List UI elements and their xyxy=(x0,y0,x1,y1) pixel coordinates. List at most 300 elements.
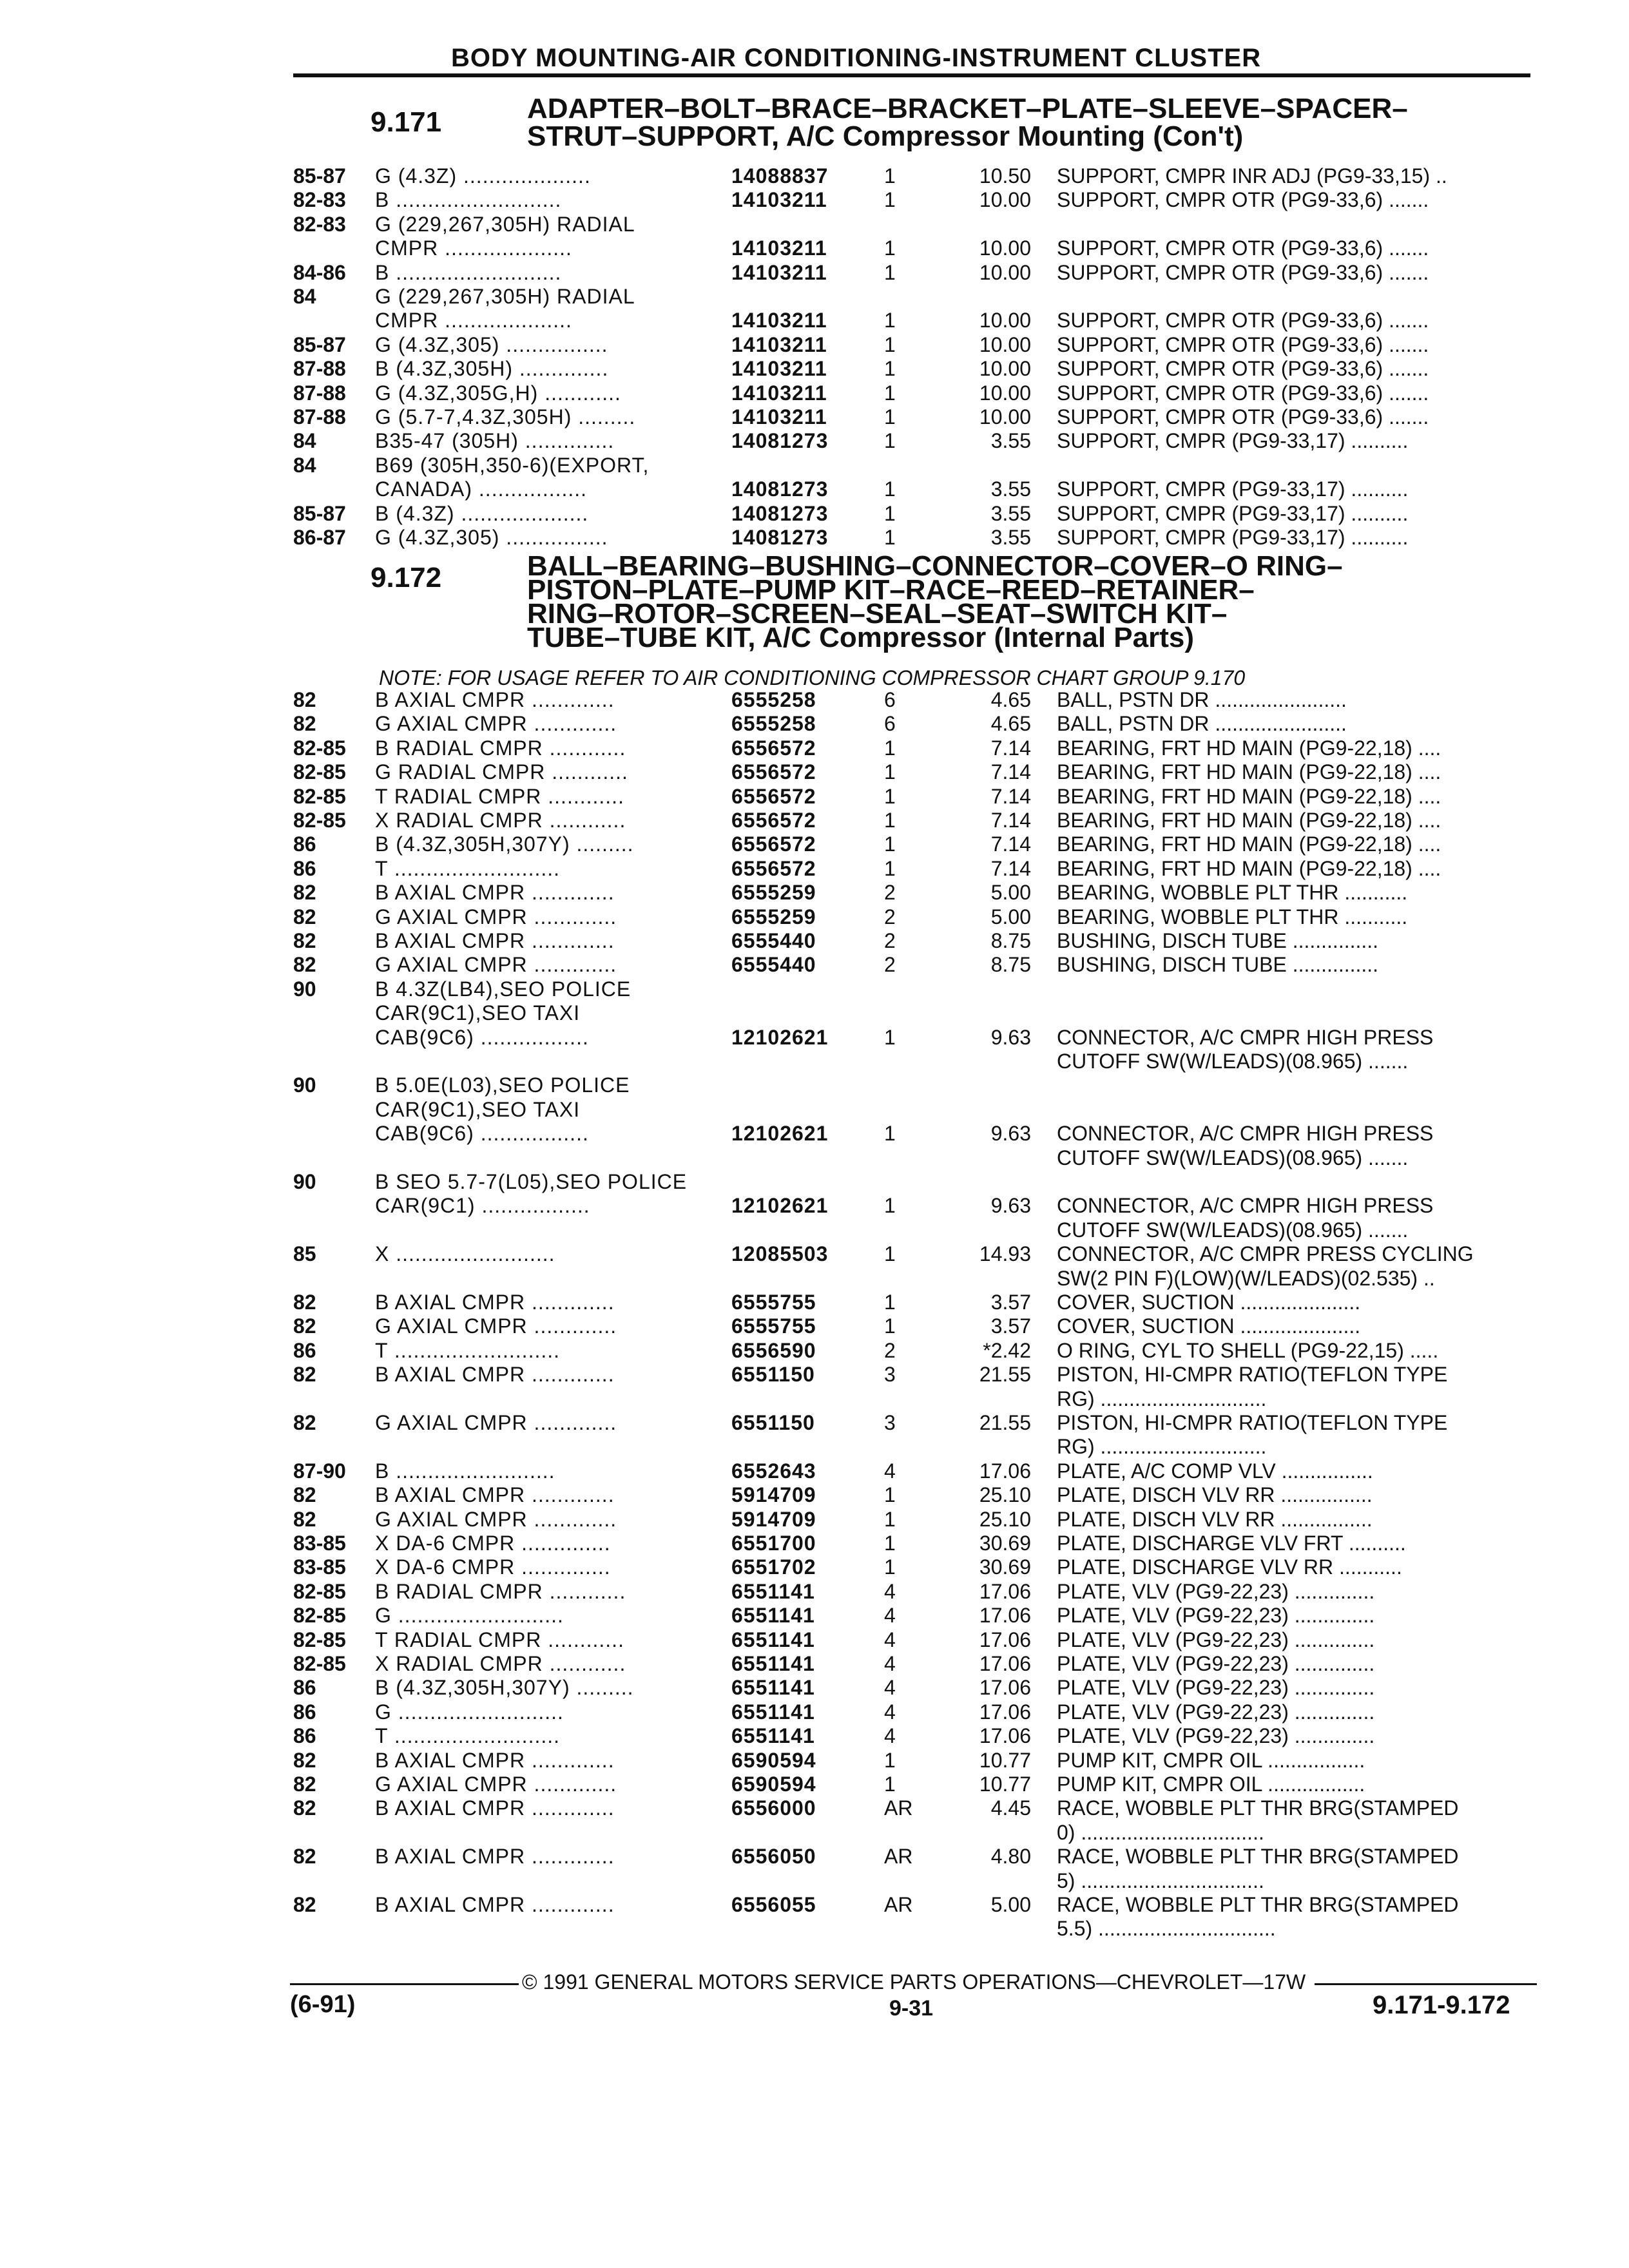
price: 4.65 xyxy=(990,712,1031,736)
part-number: 14103211 xyxy=(731,188,827,212)
table-row xyxy=(0,1122,1629,1146)
model-year: 82 xyxy=(293,712,316,736)
model-year: 82 xyxy=(293,953,316,977)
table-row xyxy=(0,1411,1629,1435)
part-number: 12102621 xyxy=(731,1025,829,1049)
part-number: 6555440 xyxy=(731,953,816,977)
part-number: 6555258 xyxy=(731,688,816,711)
model-year: 86 xyxy=(293,1700,316,1724)
quantity: 6 xyxy=(884,688,896,711)
price: 10.00 xyxy=(979,381,1031,405)
part-name: PLATE, VLV (PG9-22,23) .............. xyxy=(1057,1579,1375,1603)
quantity: 1 xyxy=(884,1748,896,1772)
price: 3.55 xyxy=(990,501,1031,525)
usage-description: X RADIAL CMPR ............ xyxy=(375,809,626,832)
model-year: 82 xyxy=(293,1411,316,1434)
model-year: 82 xyxy=(293,1845,316,1869)
price: 9.63 xyxy=(990,1025,1031,1049)
quantity: 1 xyxy=(884,832,896,856)
part-name: PLATE, VLV (PG9-22,23) .............. xyxy=(1057,1628,1375,1651)
part-number: 6556572 xyxy=(731,832,816,856)
price: 7.14 xyxy=(990,784,1031,808)
price: 7.14 xyxy=(990,736,1031,760)
part-name: CUTOFF SW(W/LEADS)(08.965) ....... xyxy=(1057,1218,1409,1242)
part-name: SUPPORT, CMPR (PG9-33,17) .......... xyxy=(1057,501,1409,525)
table-row xyxy=(0,357,1629,381)
part-number: 6556000 xyxy=(731,1796,816,1820)
usage-description: G (4.3Z,305) ................ xyxy=(375,332,608,356)
usage-description: B AXIAL CMPR ............. xyxy=(375,929,615,952)
table-row xyxy=(0,688,1629,712)
price: 4.80 xyxy=(990,1845,1031,1869)
part-number: 6555755 xyxy=(731,1291,816,1314)
quantity: AR xyxy=(884,1893,913,1916)
table-row xyxy=(0,1652,1629,1676)
table-row xyxy=(0,1628,1629,1652)
usage-description: B ......................... xyxy=(375,1459,555,1483)
price: 17.06 xyxy=(979,1652,1031,1675)
part-name: PLATE, DISCHARGE VLV FRT .......... xyxy=(1057,1532,1406,1555)
usage-description: B35-47 (305H) .............. xyxy=(375,429,615,453)
usage-description: G (229,267,305H) RADIAL xyxy=(375,285,635,308)
model-year: 82-83 xyxy=(293,212,346,236)
model-year: 84 xyxy=(293,285,316,308)
quantity: 1 xyxy=(884,784,896,808)
model-year: 82 xyxy=(293,688,316,711)
part-name: CONNECTOR, A/C CMPR HIGH PRESS xyxy=(1057,1025,1434,1049)
price: 21.55 xyxy=(979,1363,1031,1387)
page-header-title: BODY MOUNTING-AIR CONDITIONING-INSTRUMENT CLUSTER xyxy=(451,44,1262,72)
table-row xyxy=(0,285,1629,309)
usage-description: B AXIAL CMPR ............. xyxy=(375,1291,615,1314)
part-number: 6551141 xyxy=(731,1724,815,1748)
price: 9.63 xyxy=(990,1122,1031,1146)
table-row xyxy=(0,1724,1629,1748)
table-row xyxy=(0,1363,1629,1387)
part-name: PUMP KIT, CMPR OIL ................. xyxy=(1057,1773,1365,1796)
usage-description: T .......................... xyxy=(375,1338,561,1362)
model-year: 82-85 xyxy=(293,736,346,760)
usage-description: T .......................... xyxy=(375,1724,561,1748)
model-year: 82-85 xyxy=(293,809,346,832)
section-title-line: PISTON–PLATE–PUMP KIT–RACE–REED–RETAINER– xyxy=(527,574,1255,606)
part-number: 6590594 xyxy=(731,1748,816,1772)
quantity: 1 xyxy=(884,309,896,332)
price: 17.06 xyxy=(979,1604,1031,1628)
part-name: BUSHING, DISCH TUBE ............... xyxy=(1057,953,1379,977)
model-year: 82 xyxy=(293,1363,316,1387)
usage-description: G AXIAL CMPR ............. xyxy=(375,953,617,977)
part-number: 6551700 xyxy=(731,1532,816,1555)
price: 21.55 xyxy=(979,1411,1031,1434)
price: 10.77 xyxy=(979,1773,1031,1796)
footer-page-number: 9-31 xyxy=(889,1996,934,2021)
part-name: PISTON, HI-CMPR RATIO(TEFLON TYPE xyxy=(1057,1411,1448,1434)
footer-rule xyxy=(290,1983,519,1985)
model-year: 82-85 xyxy=(293,1652,346,1675)
model-year: 85-87 xyxy=(293,501,346,525)
quantity: AR xyxy=(884,1796,913,1820)
quantity: 1 xyxy=(884,736,896,760)
model-year: 87-88 xyxy=(293,381,346,405)
model-year: 82 xyxy=(293,1314,316,1338)
table-row xyxy=(0,1845,1629,1869)
price: 9.63 xyxy=(990,1194,1031,1218)
quantity: 1 xyxy=(884,1507,896,1531)
table-row xyxy=(0,1314,1629,1338)
model-year: 82 xyxy=(293,1507,316,1531)
price: 8.75 xyxy=(990,953,1031,977)
part-name: PLATE, DISCH VLV RR ................ xyxy=(1057,1483,1373,1507)
model-year: 82 xyxy=(293,905,316,928)
part-number: 6590594 xyxy=(731,1773,816,1796)
quantity: 1 xyxy=(884,260,896,284)
part-number: 5914709 xyxy=(731,1483,816,1507)
table-row xyxy=(0,1869,1629,1893)
part-name: PLATE, VLV (PG9-22,23) .............. xyxy=(1057,1700,1375,1724)
table-row xyxy=(0,1821,1629,1845)
table-row xyxy=(0,1580,1629,1604)
quantity: 1 xyxy=(884,1555,896,1579)
quantity: 1 xyxy=(884,1025,896,1049)
table-row xyxy=(0,881,1629,905)
usage-description: B 5.0E(L03),SEO POLICE xyxy=(375,1073,630,1097)
part-number: 6551702 xyxy=(731,1555,816,1579)
part-number: 5914709 xyxy=(731,1507,816,1531)
price: 7.14 xyxy=(990,832,1031,856)
usage-description: B .......................... xyxy=(375,260,562,284)
price: 7.14 xyxy=(990,856,1031,880)
usage-description: B AXIAL CMPR ............. xyxy=(375,1483,615,1507)
part-name: BALL, PSTN DR ....................... xyxy=(1057,688,1347,711)
quantity: 2 xyxy=(884,953,896,977)
part-number: 6556572 xyxy=(731,784,816,808)
part-name: CUTOFF SW(W/LEADS)(08.965) ....... xyxy=(1057,1146,1409,1169)
price: 5.00 xyxy=(990,881,1031,905)
quantity: 1 xyxy=(884,1483,896,1507)
part-number: 6555755 xyxy=(731,1314,816,1338)
price: 7.14 xyxy=(990,809,1031,832)
price: 30.69 xyxy=(979,1555,1031,1579)
quantity: 4 xyxy=(884,1724,896,1748)
model-year: 85-87 xyxy=(293,332,346,356)
table-row xyxy=(0,1170,1629,1194)
part-name: RG) ............................. xyxy=(1057,1387,1267,1410)
part-name: BEARING, FRT HD MAIN (PG9-22,18) .... xyxy=(1057,736,1441,760)
part-name: RACE, WOBBLE PLT THR BRG(STAMPED xyxy=(1057,1796,1459,1820)
quantity: 1 xyxy=(884,164,896,187)
quantity: 4 xyxy=(884,1700,896,1724)
quantity: 2 xyxy=(884,1338,896,1362)
table-row xyxy=(0,1267,1629,1291)
part-name: SUPPORT, CMPR OTR (PG9-33,6) ....... xyxy=(1057,405,1429,428)
part-name: CONNECTOR, A/C CMPR HIGH PRESS xyxy=(1057,1194,1434,1218)
part-number: 6551150 xyxy=(731,1411,815,1434)
usage-description: G .......................... xyxy=(375,1604,564,1628)
model-year: 84 xyxy=(293,453,316,477)
part-number: 12102621 xyxy=(731,1122,829,1146)
table-row xyxy=(0,1532,1629,1555)
table-row xyxy=(0,1555,1629,1579)
part-name: CONNECTOR, A/C CMPR PRESS CYCLING xyxy=(1057,1242,1474,1266)
usage-description: G AXIAL CMPR ............. xyxy=(375,1314,617,1338)
part-name: COVER, SUCTION ..................... xyxy=(1057,1291,1361,1314)
quantity: 1 xyxy=(884,1242,896,1266)
part-number: 14081273 xyxy=(731,429,829,453)
usage-description: G (5.7-7,4.3Z,305H) ......... xyxy=(375,405,636,428)
part-name: SUPPORT, CMPR OTR (PG9-33,6) ....... xyxy=(1057,332,1429,356)
price: 10.00 xyxy=(979,309,1031,332)
part-number: 6555440 xyxy=(731,929,816,952)
model-year: 90 xyxy=(293,1073,316,1097)
model-year: 86 xyxy=(293,1676,316,1700)
table-row xyxy=(0,1146,1629,1170)
price: 10.00 xyxy=(979,260,1031,284)
table-row xyxy=(0,1796,1629,1820)
model-year: 82 xyxy=(293,1893,316,1916)
section-number: 9.171 xyxy=(371,106,442,138)
model-year: 86 xyxy=(293,1724,316,1748)
part-number: 14103211 xyxy=(731,236,827,260)
quantity: 3 xyxy=(884,1363,896,1387)
price: 3.57 xyxy=(990,1291,1031,1314)
usage-description: B69 (305H,350-6)(EXPORT, xyxy=(375,453,650,477)
quantity: 1 xyxy=(884,1122,896,1146)
price: 3.55 xyxy=(990,429,1031,453)
table-row xyxy=(0,1026,1629,1050)
table-row xyxy=(0,1387,1629,1411)
section-number: 9.172 xyxy=(371,562,442,593)
quantity: 1 xyxy=(884,381,896,405)
usage-description: G AXIAL CMPR ............. xyxy=(375,1773,617,1796)
model-year: 84-86 xyxy=(293,260,346,284)
part-name: 5.5) ............................... xyxy=(1057,1917,1276,1941)
model-year: 82-85 xyxy=(293,1604,346,1628)
part-number: 6555259 xyxy=(731,905,816,928)
table-row xyxy=(0,785,1629,809)
price: 7.14 xyxy=(990,760,1031,784)
table-row xyxy=(0,454,1629,477)
table-row xyxy=(0,1508,1629,1532)
usage-description: G RADIAL CMPR ............ xyxy=(375,760,628,784)
price: 5.00 xyxy=(990,1893,1031,1916)
model-year: 87-90 xyxy=(293,1459,346,1483)
quantity: 1 xyxy=(884,1773,896,1796)
part-number: 6556572 xyxy=(731,809,816,832)
quantity: 4 xyxy=(884,1676,896,1700)
quantity: 2 xyxy=(884,881,896,905)
table-row xyxy=(0,1001,1629,1025)
model-year: 82 xyxy=(293,1773,316,1796)
usage-description: CAB(9C6) ................. xyxy=(375,1025,589,1049)
quantity: 2 xyxy=(884,929,896,952)
usage-description: B RADIAL CMPR ............ xyxy=(375,736,626,760)
part-name: SUPPORT, CMPR INR ADJ (PG9-33,15) .. xyxy=(1057,164,1447,187)
part-name: BEARING, FRT HD MAIN (PG9-22,18) .... xyxy=(1057,760,1441,784)
quantity: 2 xyxy=(884,905,896,928)
usage-description: CMPR .................... xyxy=(375,236,572,260)
model-year: 83-85 xyxy=(293,1532,346,1555)
usage-description: B (4.3Z,305H,307Y) ......... xyxy=(375,832,634,856)
section-title-line: RING–ROTOR–SCREEN–SEAL–SEAT–SWITCH KIT– xyxy=(527,598,1228,629)
table-row xyxy=(0,905,1629,929)
price: 10.50 xyxy=(979,164,1031,187)
table-row xyxy=(0,1604,1629,1628)
quantity: 4 xyxy=(884,1628,896,1651)
table-row xyxy=(0,1700,1629,1724)
usage-description: B (4.3Z,305H,307Y) ......... xyxy=(375,1676,634,1700)
part-name: 0) ................................ xyxy=(1057,1820,1264,1844)
model-year: 82 xyxy=(293,881,316,905)
part-name: COVER, SUCTION ..................... xyxy=(1057,1314,1361,1338)
part-number: 6555259 xyxy=(731,881,816,905)
part-number: 14103211 xyxy=(731,260,827,284)
section-title-line: BALL–BEARING–BUSHING–CONNECTOR–COVER–O RING– xyxy=(527,550,1343,582)
usage-description: T RADIAL CMPR ............ xyxy=(375,784,624,808)
model-year: 90 xyxy=(293,977,316,1001)
quantity: 4 xyxy=(884,1459,896,1483)
part-name: O RING, CYL TO SHELL (PG9-22,15) ..... xyxy=(1057,1338,1439,1362)
part-number: 6551141 xyxy=(731,1652,815,1675)
model-year: 87-88 xyxy=(293,357,346,381)
footer-date: (6-91) xyxy=(290,1991,356,2018)
model-year: 82-85 xyxy=(293,1579,346,1603)
table-row xyxy=(0,1218,1629,1242)
quantity: 1 xyxy=(884,809,896,832)
quantity: 1 xyxy=(884,405,896,428)
table-row xyxy=(0,929,1629,953)
part-name: RG) ............................. xyxy=(1057,1435,1267,1459)
part-number: 6551141 xyxy=(731,1676,815,1700)
usage-description: G (4.3Z,305) ................ xyxy=(375,526,608,549)
part-name: SUPPORT, CMPR OTR (PG9-33,6) ....... xyxy=(1057,381,1429,405)
part-number: 6555258 xyxy=(731,712,816,736)
price: 10.00 xyxy=(979,188,1031,212)
usage-description: CAR(9C1) ................. xyxy=(375,1194,590,1218)
part-number: 14081273 xyxy=(731,526,829,549)
table-row xyxy=(0,236,1629,260)
quantity: 1 xyxy=(884,1314,896,1338)
part-name: PLATE, VLV (PG9-22,23) .............. xyxy=(1057,1604,1375,1628)
usage-description: B (4.3Z) .................... xyxy=(375,501,589,525)
part-name: PLATE, A/C COMP VLV ................ xyxy=(1057,1459,1373,1483)
usage-description: X DA-6 CMPR .............. xyxy=(375,1555,611,1579)
table-row xyxy=(0,213,1629,236)
table-row xyxy=(0,953,1629,977)
model-year: 86 xyxy=(293,856,316,880)
usage-description: G AXIAL CMPR ............. xyxy=(375,1411,617,1434)
usage-description: CAR(9C1),SEO TAXI xyxy=(375,1001,581,1025)
part-number: 6556572 xyxy=(731,856,816,880)
header-rule xyxy=(293,73,1530,77)
table-row xyxy=(0,309,1629,332)
section-title-line: ADAPTER–BOLT–BRACE–BRACKET–PLATE–SLEEVE–SPACER– xyxy=(527,93,1408,124)
table-row xyxy=(0,1050,1629,1073)
quantity: 1 xyxy=(884,236,896,260)
part-number: 6556055 xyxy=(731,1893,816,1916)
quantity: 1 xyxy=(884,856,896,880)
usage-description: B 4.3Z(LB4),SEO POLICE xyxy=(375,977,631,1001)
usage-description: B AXIAL CMPR ............. xyxy=(375,1845,615,1869)
table-row xyxy=(0,809,1629,832)
part-name: BEARING, FRT HD MAIN (PG9-22,18) .... xyxy=(1057,832,1441,856)
part-name: SUPPORT, CMPR OTR (PG9-33,6) ....... xyxy=(1057,357,1429,381)
part-name: RACE, WOBBLE PLT THR BRG(STAMPED xyxy=(1057,1845,1459,1869)
table-row xyxy=(0,1435,1629,1459)
usage-description: T RADIAL CMPR ............ xyxy=(375,1628,624,1651)
usage-description: G (4.3Z,305G,H) ............ xyxy=(375,381,621,405)
usage-description: G AXIAL CMPR ............. xyxy=(375,712,617,736)
part-name: PLATE, VLV (PG9-22,23) .............. xyxy=(1057,1676,1375,1700)
quantity: 1 xyxy=(884,188,896,212)
price: *2.42 xyxy=(983,1338,1031,1362)
model-year: 86-87 xyxy=(293,526,346,549)
part-name: PLATE, DISCHARGE VLV RR ........... xyxy=(1057,1555,1402,1579)
part-number: 6551141 xyxy=(731,1579,815,1603)
table-row xyxy=(0,502,1629,526)
price: 5.00 xyxy=(990,905,1031,928)
part-name: SW(2 PIN F)(LOW)(W/LEADS)(02.535) .. xyxy=(1057,1266,1435,1290)
usage-description: B AXIAL CMPR ............. xyxy=(375,688,615,711)
usage-description: CANADA) ................. xyxy=(375,477,588,501)
quantity: 1 xyxy=(884,429,896,453)
table-row xyxy=(0,333,1629,357)
usage-description: B AXIAL CMPR ............. xyxy=(375,1796,615,1820)
table-row xyxy=(0,1242,1629,1266)
part-name: CONNECTOR, A/C CMPR HIGH PRESS xyxy=(1057,1122,1434,1146)
usage-description: T .......................... xyxy=(375,856,561,880)
usage-description: X ......................... xyxy=(375,1242,555,1266)
part-number: 14081273 xyxy=(731,477,829,501)
part-name: PLATE, VLV (PG9-22,23) .............. xyxy=(1057,1724,1375,1748)
usage-description: G AXIAL CMPR ............. xyxy=(375,905,617,928)
part-name: BALL, PSTN DR ....................... xyxy=(1057,712,1347,736)
part-name: BEARING, FRT HD MAIN (PG9-22,18) .... xyxy=(1057,809,1441,832)
price: 10.77 xyxy=(979,1748,1031,1772)
part-number: 6556572 xyxy=(731,736,816,760)
model-year: 85-87 xyxy=(293,164,346,187)
price: 25.10 xyxy=(979,1507,1031,1531)
part-name: BEARING, FRT HD MAIN (PG9-22,18) .... xyxy=(1057,856,1441,880)
footer-copyright: © 1991 GENERAL MOTORS SERVICE PARTS OPERATIONS—CHEVROLET—17W xyxy=(522,1970,1306,1994)
table-row xyxy=(0,1483,1629,1507)
table-row xyxy=(0,712,1629,736)
usage-description: CAR(9C1),SEO TAXI xyxy=(375,1097,581,1121)
price: 10.00 xyxy=(979,357,1031,381)
model-year: 82-85 xyxy=(293,784,346,808)
model-year: 87-88 xyxy=(293,405,346,428)
usage-description: G (229,267,305H) RADIAL xyxy=(375,212,635,236)
usage-description: B AXIAL CMPR ............. xyxy=(375,881,615,905)
table-row xyxy=(0,1917,1629,1941)
part-name: PLATE, DISCH VLV RR ................ xyxy=(1057,1507,1373,1531)
part-number: 14103211 xyxy=(731,357,827,381)
price: 17.06 xyxy=(979,1579,1031,1603)
part-number: 6556590 xyxy=(731,1338,816,1362)
table-row xyxy=(0,1459,1629,1483)
quantity: 1 xyxy=(884,1291,896,1314)
usage-description: X RADIAL CMPR ............ xyxy=(375,1652,626,1675)
part-number: 14103211 xyxy=(731,309,827,332)
model-year: 82 xyxy=(293,1796,316,1820)
price: 3.55 xyxy=(990,526,1031,549)
table-row xyxy=(0,429,1629,453)
usage-description: B AXIAL CMPR ............. xyxy=(375,1363,615,1387)
model-year: 84 xyxy=(293,429,316,453)
table-row xyxy=(0,381,1629,405)
table-row xyxy=(0,857,1629,881)
usage-description: B AXIAL CMPR ............. xyxy=(375,1748,615,1772)
